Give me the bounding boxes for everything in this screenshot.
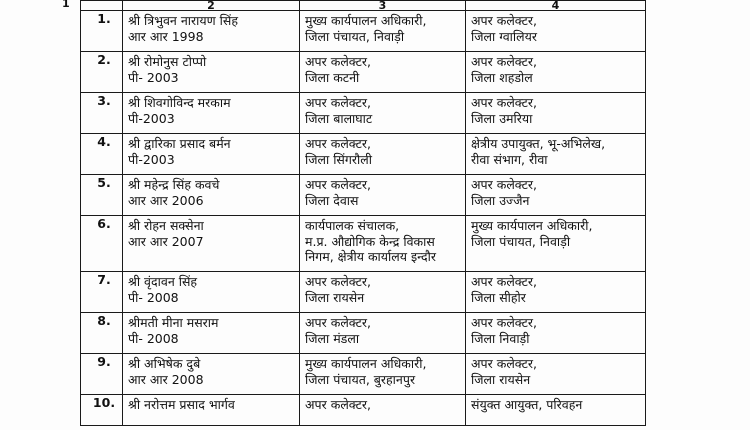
current-posting-line: अपर कलेक्टर, (305, 274, 372, 289)
new-posting-line: जिला निवाड़ी (471, 330, 530, 346)
officer-name-line: श्री त्रिभुवन नारायण सिंह (128, 13, 238, 28)
new-posting-line: जिला सीहोर (471, 289, 526, 305)
new-posting-line: जिला उमरिया (471, 110, 533, 126)
current-posting-line: जिला पंचायत, निवाड़ी (305, 28, 405, 44)
officer-name-line: श्री महेन्द्र सिंह कवचे (128, 177, 220, 192)
current-posting-line: जिला मंडला (305, 330, 360, 346)
new-posting-line: जिला उज्जैन (471, 192, 530, 208)
new-posting-line: अपर कलेक्टर, (471, 13, 538, 28)
officer-name-cell (123, 272, 300, 313)
current-posting-line: जिला कटनी (305, 69, 360, 85)
current-posting-line: अपर कलेक्टर, (305, 54, 372, 69)
current-posting-line: मुख्य कार्यपालन अधिकारी, (305, 356, 427, 371)
current-posting-cell (300, 313, 466, 354)
new-posting-line: अपर कलेक्टर, (471, 315, 538, 330)
new-posting-line: मुख्य कार्यपालन अधिकारी, (471, 218, 593, 233)
new-posting-cell (466, 272, 646, 313)
current-posting-line: जिला पंचायत, बुरहानपुर (305, 371, 416, 387)
officer-name-line: आर आर 2007 (128, 233, 204, 249)
new-posting-line: जिला रायसेन (471, 371, 531, 387)
serial-number: 1. (81, 11, 123, 52)
officer-name-line: पी- 2003 (128, 69, 179, 85)
officer-name-cell (123, 11, 300, 52)
current-posting-cell (300, 354, 466, 395)
current-posting-cell (300, 272, 466, 313)
new-posting-cell (466, 93, 646, 134)
serial-number: 7. (81, 272, 123, 313)
current-posting-cell (300, 134, 466, 175)
current-posting-line: जिला सिंगरौली (305, 151, 372, 167)
table-row (81, 354, 646, 395)
officer-name-line: श्री अभिषेक दुबे (128, 356, 201, 371)
officer-name-cell (123, 313, 300, 354)
new-posting-cell (466, 134, 646, 175)
header-col-3: 3 (300, 1, 466, 11)
current-posting-cell (300, 93, 466, 134)
table-row (81, 272, 646, 313)
serial-number: 4. (81, 134, 123, 175)
officer-name-line: श्रीमती मीना मसराम (128, 315, 219, 330)
officer-name-line: श्री द्वारिका प्रसाद बर्मन (128, 136, 231, 151)
header-col-4: 4 (466, 1, 646, 11)
transfer-orders-table (80, 0, 646, 426)
table-row (81, 175, 646, 216)
officer-name-line: श्री वृंदावन सिंह (128, 274, 198, 289)
officer-name-cell (123, 395, 300, 426)
table-row (81, 216, 646, 272)
current-posting-line: अपर कलेक्टर, (305, 315, 372, 330)
new-posting-cell (466, 216, 646, 272)
current-posting-line: निगम, क्षेत्रीय कार्यालय इन्दौर (305, 249, 436, 264)
current-posting-cell (300, 52, 466, 93)
new-posting-line: अपर कलेक्टर, (471, 274, 538, 289)
new-posting-line: क्षेत्रीय उपायुक्त, भू-अभिलेख, (471, 136, 606, 151)
current-posting-line: जिला देवास (305, 192, 359, 208)
new-posting-line: जिला ग्वालियर (471, 28, 537, 44)
header-col-2: 2 (123, 1, 300, 11)
new-posting-line: संयुक्त आयुक्त, परिवहन (471, 397, 583, 412)
officer-name-cell (123, 216, 300, 272)
new-posting-cell (466, 395, 646, 426)
officer-name-cell (123, 134, 300, 175)
new-posting-line: अपर कलेक्टर, (471, 356, 538, 371)
new-posting-line: अपर कलेक्टर, (471, 177, 538, 192)
new-posting-cell (466, 52, 646, 93)
new-posting-line: अपर कलेक्टर, (471, 95, 538, 110)
officer-name-line: आर आर 2006 (128, 192, 204, 208)
new-posting-line: जिला पंचायत, निवाड़ी (471, 233, 571, 249)
current-posting-line: कार्यपालक संचालक, (305, 218, 400, 233)
current-posting-line: अपर कलेक्टर, (305, 177, 372, 192)
officer-name-cell (123, 175, 300, 216)
new-posting-cell (466, 313, 646, 354)
officer-name-line: पी-2003 (128, 151, 175, 167)
serial-number: 9. (81, 354, 123, 395)
current-posting-line: अपर कलेक्टर, (305, 136, 372, 151)
new-posting-line: जिला शहडोल (471, 69, 533, 85)
table-row (81, 395, 646, 426)
header-col-1: 1 (62, 0, 70, 10)
current-posting-line: जिला बालाघाट (305, 110, 373, 126)
officer-name-line: श्री शिवगोविन्द मरकाम (128, 95, 231, 110)
officer-name-cell (123, 354, 300, 395)
serial-number: 10. (81, 395, 123, 426)
serial-number: 8. (81, 313, 123, 354)
current-posting-line: जिला रायसेन (305, 289, 365, 305)
officer-name-line: श्री रोमोनुस टोप्पो (128, 54, 207, 69)
serial-number: 3. (81, 93, 123, 134)
table-row (81, 134, 646, 175)
current-posting-line: अपर कलेक्टर, (305, 95, 372, 110)
new-posting-line: अपर कलेक्टर, (471, 54, 538, 69)
current-posting-line: मुख्य कार्यपालन अधिकारी, (305, 13, 427, 28)
officer-name-line: पी-2003 (128, 110, 175, 126)
new-posting-cell (466, 354, 646, 395)
current-posting-line: म.प्र. औद्योगिक केन्द्र विकास (305, 233, 435, 249)
new-posting-line: रीवा संभाग, रीवा (471, 151, 548, 167)
officer-name-cell (123, 93, 300, 134)
serial-number: 2. (81, 52, 123, 93)
current-posting-line: अपर कलेक्टर, (305, 397, 372, 412)
new-posting-cell (466, 175, 646, 216)
officer-name-line: श्री नरोत्तम प्रसाद भार्गव (128, 397, 235, 412)
table-row (81, 313, 646, 354)
officer-name-line: आर आर 2008 (128, 371, 204, 387)
officer-name-line: पी- 2008 (128, 289, 179, 305)
serial-number: 5. (81, 175, 123, 216)
officer-name-line: पी- 2008 (128, 330, 179, 346)
officer-name-cell (123, 52, 300, 93)
table-row (81, 93, 646, 134)
current-posting-cell (300, 216, 466, 272)
serial-number: 6. (81, 216, 123, 272)
current-posting-cell (300, 395, 466, 426)
current-posting-cell (300, 175, 466, 216)
new-posting-cell (466, 11, 646, 52)
officer-name-line: श्री रोहन सक्सेना (128, 218, 204, 233)
table-header-row (81, 1, 646, 11)
header-col-sn (81, 1, 123, 11)
table-row (81, 11, 646, 52)
officer-name-line: आर आर 1998 (128, 28, 204, 44)
table-row (81, 52, 646, 93)
current-posting-cell (300, 11, 466, 52)
